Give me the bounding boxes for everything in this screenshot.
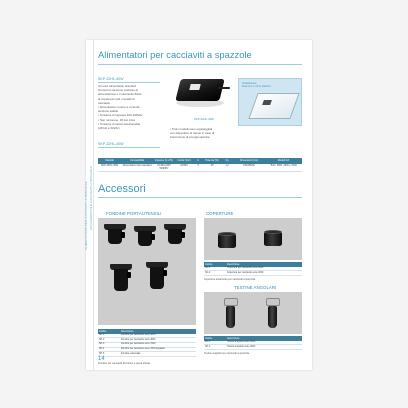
header-cell: Codice — [204, 336, 226, 341]
mounting-diagram — [248, 93, 299, 119]
cover-image — [264, 230, 282, 246]
table-cell: 1.2 — [221, 164, 233, 172]
table-row: SH-4 Fondina per cacciavite serie 7000 angolare — [98, 347, 196, 352]
side-bar — [86, 40, 94, 370]
sidebar-text-power: ALIMENTATORI PER CACCIAVITI A SPAZZOLE — [84, 181, 88, 250]
accessories-rule — [98, 197, 302, 198]
holster-image — [146, 262, 168, 292]
description-line: forniscono tensione costante di — [98, 88, 138, 93]
description-line: (24Vdc e 32Vdc) — [98, 126, 120, 131]
header-cell: Codice — [204, 262, 226, 267]
table-row: AH-2 Testina angolare serie 4000 — [204, 345, 302, 350]
description-line: • Tensione di uscita selezionabile — [98, 121, 141, 126]
table-row: SH-5 Fondina universale — [98, 352, 196, 357]
table-row: SC-1 Copertura per cacciavite serie 3000 — [204, 267, 302, 271]
header-cell: Descrizione — [226, 336, 302, 341]
table-cell: 40 — [203, 164, 221, 172]
header-cell: Uscita (Vdc) — [175, 158, 193, 164]
header-cell: Modelli CA — [265, 158, 302, 164]
product-code-top: SKP-32HL-40W — [98, 77, 124, 81]
description-line: • Non rumoroso, 30 mA circa — [98, 117, 135, 122]
table-cell: AC100-240V 50/60Hz — [153, 164, 175, 172]
header-cell: Kg — [221, 158, 233, 164]
power-supply-photo — [170, 73, 228, 113]
header-cell: A — [193, 158, 203, 164]
header-cell: Modello — [98, 158, 121, 164]
covers-table — [204, 262, 302, 276]
spec-table — [98, 158, 302, 172]
header-cell: Descrizione — [120, 329, 196, 334]
header-cell: Potenza (W) — [203, 158, 221, 164]
page-number: 14 — [98, 356, 105, 362]
description-line: alimentazione e il cacciavite fluido — [98, 92, 142, 97]
catalog-page — [86, 40, 312, 370]
header-cell: Dimensioni (mm) — [233, 158, 265, 164]
covers-title: COPERTURE — [206, 211, 234, 216]
table-cell: 150x85x50 — [233, 164, 265, 172]
note-line: interruzione di energia elettrica — [170, 135, 210, 139]
header-cell: Descrizione — [226, 262, 302, 267]
product-description — [98, 84, 150, 130]
product-notes — [170, 127, 236, 139]
holster-image — [134, 226, 156, 250]
angle-heads-table — [204, 336, 302, 350]
angle-heads-photo — [204, 292, 302, 334]
table-cell: 24/32V — [175, 164, 193, 172]
holster-image — [164, 224, 186, 248]
header-cell: Codice — [98, 329, 120, 334]
table-cell: Tutti i 3000, 4000 e 7000 — [265, 164, 302, 172]
table-row: AH-1 Testina angolare serie 3000 — [204, 341, 302, 345]
sku-rule — [98, 82, 160, 83]
mounting-panel — [238, 78, 302, 126]
table-cell: 3 — [193, 164, 203, 172]
note-line: con dispositivo di riavvio in caso di — [170, 131, 215, 135]
covers-footnote: Coperture antiscivolo per cacciaviti a spazzole — [204, 278, 256, 281]
header-cell: Ingresso (V~/Hz) — [154, 159, 173, 163]
angle-heads-title: TESTINE ANGOLARI — [234, 285, 277, 290]
description-line: tensione stabile — [98, 109, 119, 114]
holster-image — [104, 224, 126, 248]
product-code-bottom: SKP-32HL-40W — [98, 142, 124, 146]
table-row: SH-1 Fondina per cacciavite serie 3000 — [98, 334, 196, 338]
holsters-table — [98, 329, 196, 357]
table-cell: Alimentatore fisso standard — [121, 164, 153, 172]
description-line: cacciaviti. — [98, 100, 111, 105]
description-line: di coppia per tutti i modelli di — [98, 96, 135, 101]
description-line: • Tensione di ingresso 100-240Vac — [98, 113, 143, 118]
power-supply-box — [175, 79, 224, 101]
holsters-title: FONDINE PORTAUTENSILI — [106, 211, 162, 216]
table-cell: SKP-32HL-40W — [98, 164, 121, 172]
holsters-footnote: Fondine per cacciaviti da banco a presa diretta — [98, 362, 150, 365]
table-row: SC-2 Copertura per cacciavite serie 4000 — [204, 271, 302, 276]
description-line: Gli unici alimentatori standard — [98, 84, 137, 88]
sidebar-text-accessories: ACCESSORI PER CACCIAVITI A SPAZZOLE — [89, 165, 93, 230]
photo-caption: SKP-32HL-40W — [194, 117, 214, 121]
description-line: • Alimentatore motore a controllo — [98, 105, 140, 110]
holsters-photo — [98, 218, 196, 325]
header-cell: Compatibilità — [121, 158, 153, 164]
cover-image — [218, 232, 236, 248]
table-row — [98, 164, 302, 172]
table-row: SH-2 Fondina per cacciavite serie 4000 — [98, 338, 196, 343]
table-row: SH-3 Fondina per cacciavite serie 7000 — [98, 342, 196, 347]
holster-image — [110, 264, 132, 294]
covers-photo — [204, 218, 302, 260]
accessories-title: Accessori — [98, 183, 146, 195]
title-rule — [98, 64, 302, 65]
sku-rule-bottom — [98, 147, 160, 148]
angle-heads-footnote: Testine angolari per cacciaviti a spazzole — [204, 352, 250, 355]
power-supply-label — [189, 84, 200, 90]
note-line: • Tutti i modelli sono equipaggiati — [170, 127, 213, 131]
power-cable — [218, 87, 230, 89]
page-title: Alimentatori per cacciaviti a spazzole — [98, 49, 252, 60]
mounting-caption: Installazione fissa con 2 viti in plastica — [242, 82, 271, 89]
